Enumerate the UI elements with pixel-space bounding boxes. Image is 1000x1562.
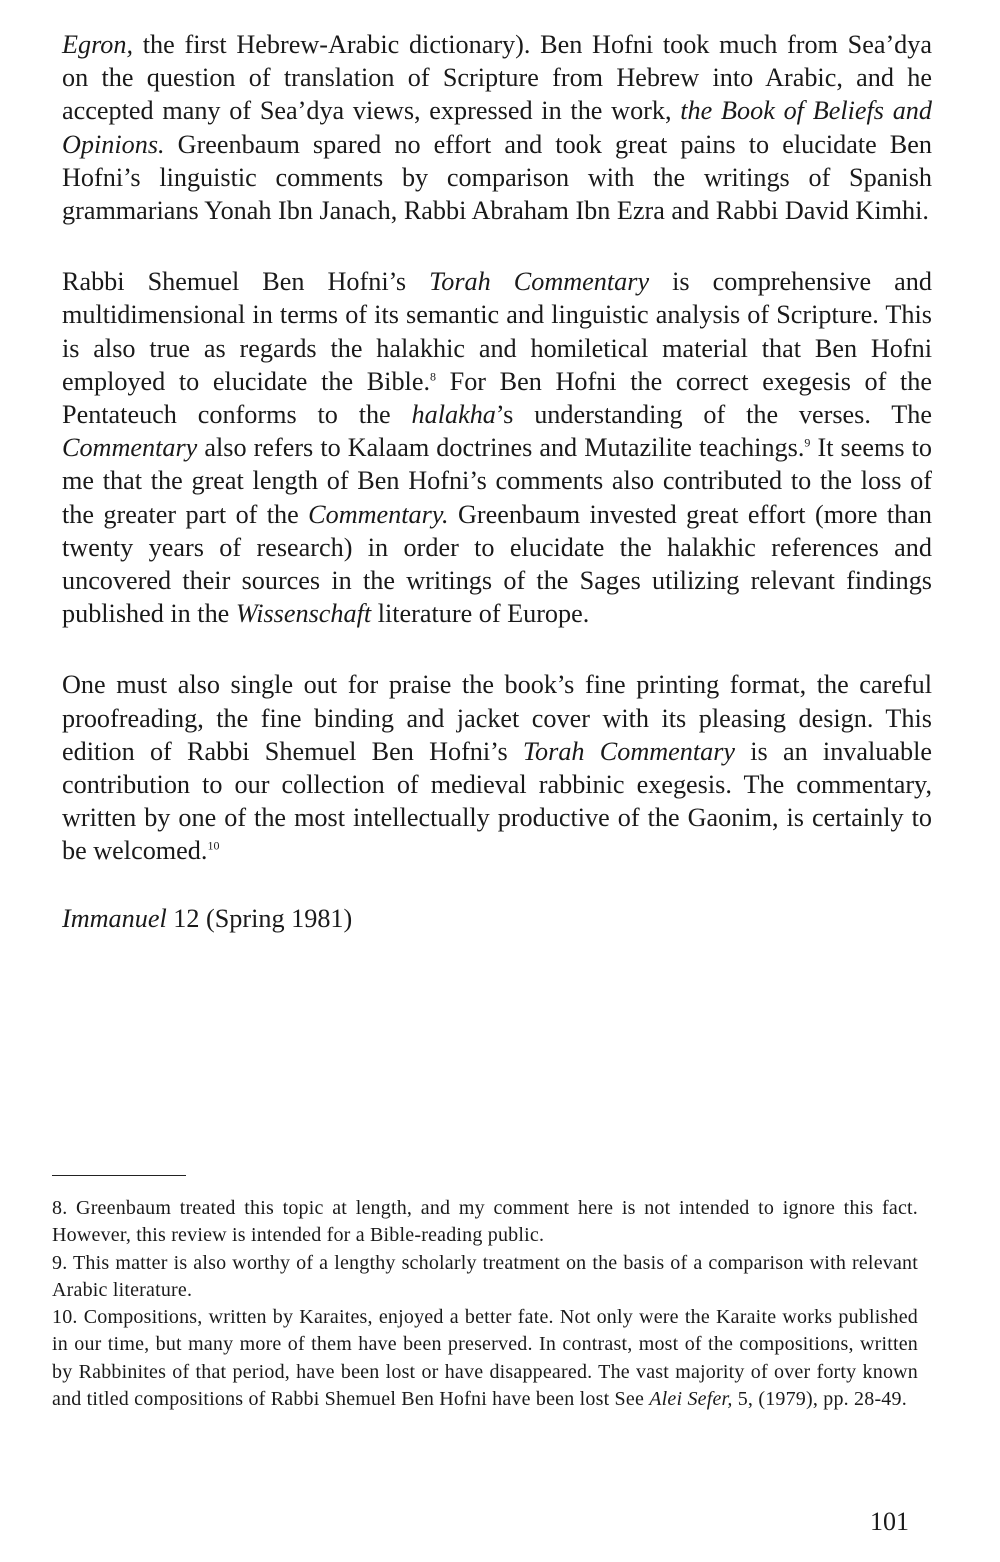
text-run: literature of Europe. <box>371 599 590 629</box>
text-run: 5, (1979), pp. 28-49. <box>732 1388 907 1411</box>
text-run: Greenbaum spared no effort and took great pains to elucidate Ben Hofni’s linguistic comments by comparison with the writings of Spanish grammarians Yonah Ibn Janach, Rabbi Abraham Ibn Ezra and Rabbi David Kimhi. <box>62 129 932 226</box>
text-run: 10. Compositions, written by Karaites, enjoyed a better fate. Not only were the Karaite works published in our time, but many more of them have been preserved. In contrast, most of the compositions, written by Rabbinites of that period, have been lost or have disappeared. The vast majority of over forty known and titled compositions of Rabbi Shemuel Ben Hofni have been lost See <box>52 1306 918 1411</box>
italic-wissenschaft: Wissenschaft <box>235 599 372 629</box>
text-run: It seems to me that the great length of Ben Hofni’s comments also contributed to the loss of the greater part of the <box>62 433 932 529</box>
text-run: is comprehensive and multidimensional in terms of its semantic and linguistic analysis of Scripture. This is also true as regards the halakhic and homiletical material that Ben Hofni employed to elucidate the Bible. <box>62 267 932 396</box>
footnote-10 <box>52 1304 918 1413</box>
italic-title-egron: Egron, <box>62 30 134 59</box>
paragraph-1 <box>62 28 932 227</box>
footnotes <box>52 1195 918 1413</box>
text-run: ’s understanding of the verses. The <box>495 400 932 430</box>
footnote-ref-8: 8 <box>430 369 436 384</box>
text-run: For Ben Hofni the correct exegesis of the Pentateuch conforms to the <box>62 366 932 430</box>
journal-name: Immanuel <box>62 903 167 933</box>
text-run: Rabbi Shemuel Ben Hofni’s <box>62 267 430 297</box>
page-number: 101 <box>870 1507 909 1536</box>
text-run: the first Hebrew-Arabic dictionary). Ben Hofni took much from Sea’dya on the question of translation of Scripture from Hebrew into Arabic, and he accepted many of Sea’dya views, expressed in the work, <box>62 30 932 126</box>
text-run: also refers to Kalaam doctrines and Mutazilite teachings. <box>197 433 805 463</box>
source-citation <box>62 902 932 935</box>
text-run: Greenbaum invested great effort (more than twenty years of research) in order to elucidate the halakhic references and uncovered their sources in the writings of the Sages utilizing relevant findings published in the <box>62 499 932 629</box>
body-text <box>62 28 932 935</box>
italic-commentary: Commentary <box>62 433 198 463</box>
text-run: One must also single out for praise the book’s fine printing format, the careful proofreading, the fine binding and jacket cover with its pleasing design. This edition of Rabbi Shemuel Ben Hofni’s <box>62 670 932 766</box>
footnote-9: 9. This matter is also worthy of a lengthy scholarly treatment on the basis of a comparison with relevant Arabic literature. <box>52 1251 918 1301</box>
paragraph-3 <box>62 668 932 867</box>
italic-title-beliefs: the Book of Beliefs and Opinions. <box>62 96 932 159</box>
footnote-divider <box>52 1175 186 1176</box>
footnote-ref-9: 9 <box>804 435 811 450</box>
paragraph-2 <box>62 265 932 630</box>
italic-alei-sefer: Alei Sefer, <box>649 1388 733 1411</box>
italic-halakha: halakha <box>411 400 496 430</box>
footnote-ref-10: 10 <box>207 838 220 853</box>
footnote-8: 8. Greenbaum treated this topic at length, and my comment here is not intended to ignore this fact. However, this review is intended for a Bible-reading public. <box>52 1197 918 1247</box>
italic-commentary-2: Commentary. <box>308 499 449 529</box>
italic-title-torah-commentary-2: Torah Commentary <box>522 736 736 766</box>
text-run: is an invaluable contribution to our collection of medieval rabbinic exegesis. The commentary, written by one of the most intellectually productive of the Gaonim, is certainly to be welcomed. <box>62 736 932 866</box>
italic-title-torah-commentary: Torah Commentary <box>429 267 650 297</box>
journal-issue: 12 (Spring 1981) <box>166 903 353 933</box>
